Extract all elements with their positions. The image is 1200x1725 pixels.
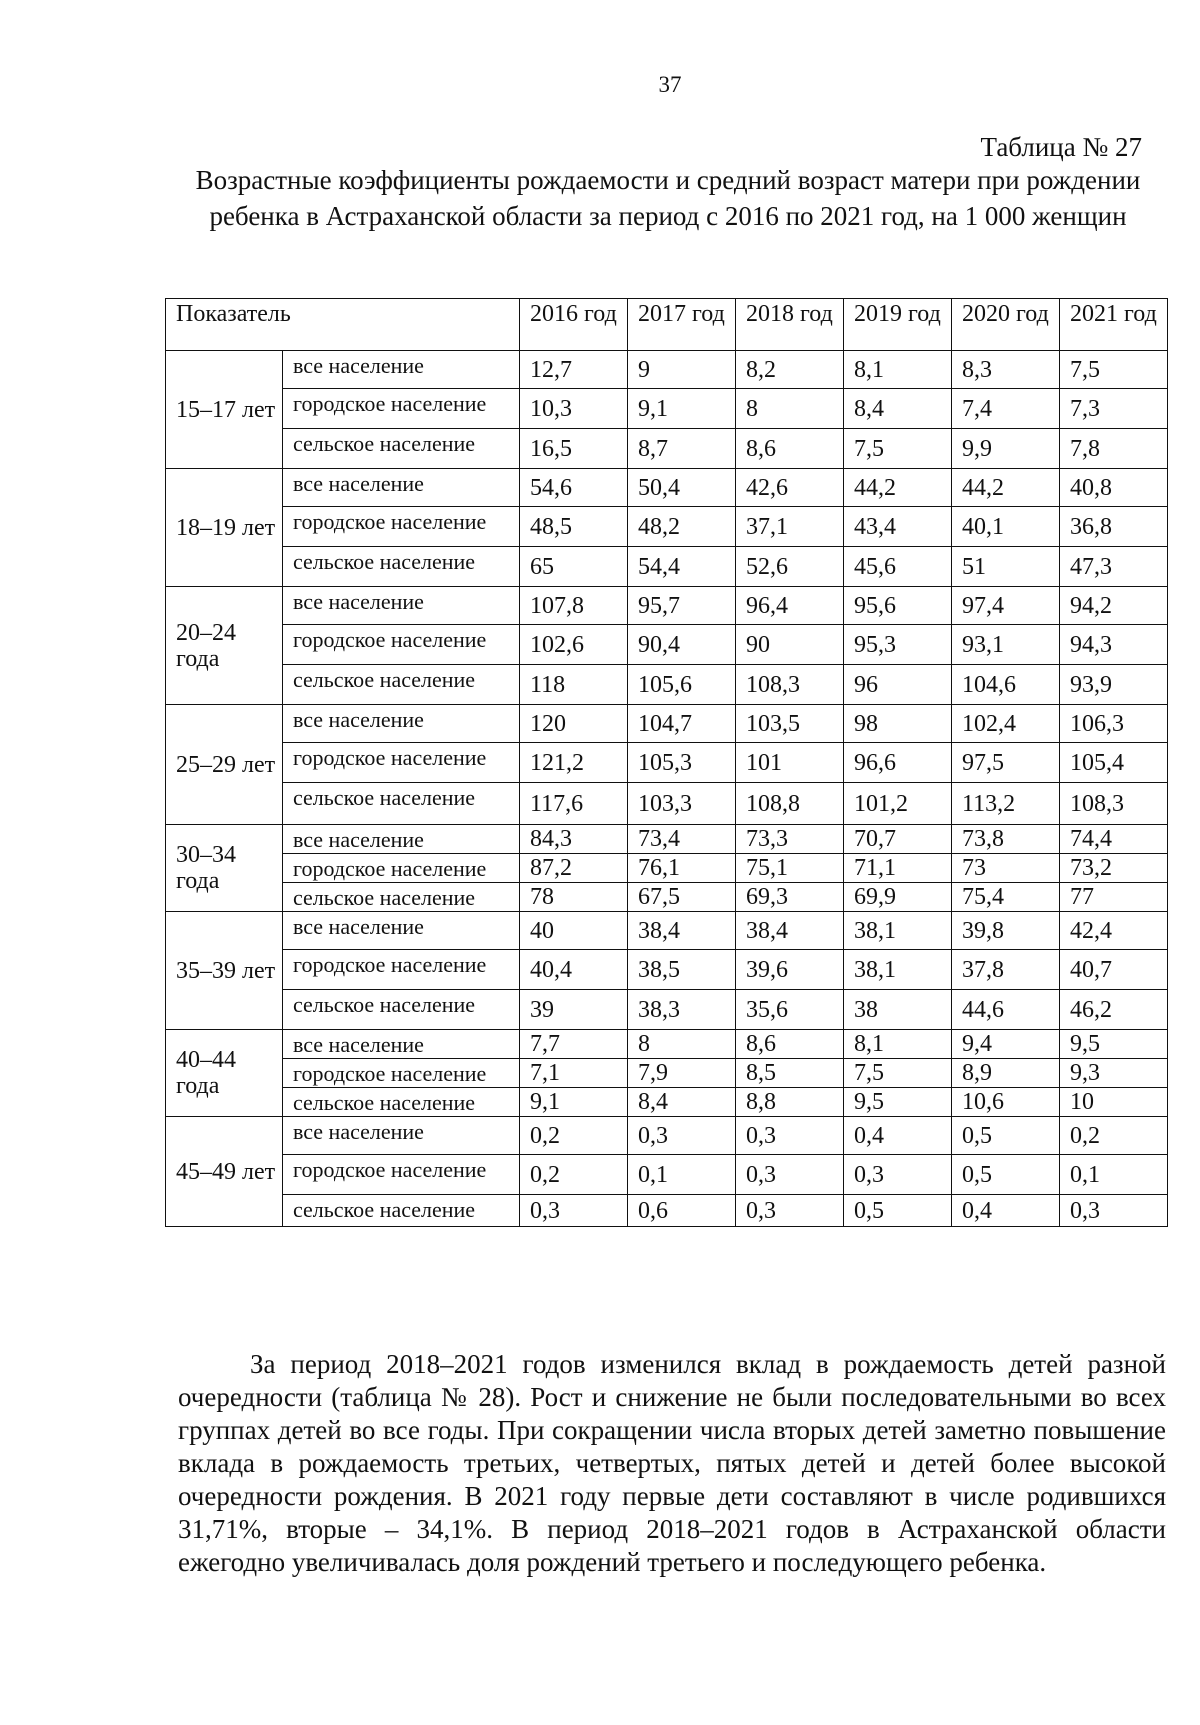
table-row (166, 469, 1168, 507)
value-cell: 70,7 (844, 825, 952, 854)
value-cell: 0,3 (736, 1155, 844, 1195)
value-cell: 84,3 (520, 825, 628, 854)
value-cell: 9,3 (1060, 1059, 1168, 1088)
header-year: 2020 год (952, 299, 1060, 351)
value-cell: 96 (844, 665, 952, 705)
value-cell: 9,5 (1060, 1030, 1168, 1059)
value-cell: 67,5 (628, 883, 736, 912)
value-cell: 52,6 (736, 547, 844, 587)
value-cell: 35,6 (736, 990, 844, 1030)
value-cell: 73,3 (736, 825, 844, 854)
value-cell: 37,1 (736, 507, 844, 547)
header-year: 2021 год (1060, 299, 1168, 351)
header-year: 2018 год (736, 299, 844, 351)
value-cell: 8,7 (628, 429, 736, 469)
age-group-cell: 30–34 года (166, 825, 283, 912)
value-cell: 87,2 (520, 854, 628, 883)
value-cell: 0,3 (844, 1155, 952, 1195)
table-row (166, 783, 1168, 825)
value-cell: 105,4 (1060, 743, 1168, 783)
value-cell: 73,8 (952, 825, 1060, 854)
table-row (166, 1030, 1168, 1059)
value-cell: 38 (844, 990, 952, 1030)
population-cell: сельское население (283, 547, 520, 587)
value-cell: 54,6 (520, 469, 628, 507)
value-cell: 101,2 (844, 783, 952, 825)
value-cell: 95,7 (628, 587, 736, 625)
value-cell: 96,6 (844, 743, 952, 783)
table-row (166, 351, 1168, 389)
value-cell: 7,4 (952, 389, 1060, 429)
value-cell: 54,4 (628, 547, 736, 587)
table-body (166, 351, 1168, 1227)
value-cell: 0,2 (1060, 1117, 1168, 1155)
value-cell: 10,6 (952, 1088, 1060, 1117)
value-cell: 0,6 (628, 1195, 736, 1227)
value-cell: 10 (1060, 1088, 1168, 1117)
table-row (166, 1117, 1168, 1155)
value-cell: 74,4 (1060, 825, 1168, 854)
value-cell: 120 (520, 705, 628, 743)
value-cell: 113,2 (952, 783, 1060, 825)
value-cell: 104,6 (952, 665, 1060, 705)
value-cell: 38,4 (736, 912, 844, 950)
value-cell: 7,5 (1060, 351, 1168, 389)
value-cell: 102,6 (520, 625, 628, 665)
value-cell: 8,6 (736, 1030, 844, 1059)
table-row (166, 587, 1168, 625)
age-group-cell: 25–29 лет (166, 705, 283, 825)
value-cell: 7,1 (520, 1059, 628, 1088)
table-row (166, 912, 1168, 950)
population-cell: сельское население (283, 990, 520, 1030)
value-cell: 8,1 (844, 351, 952, 389)
value-cell: 40,1 (952, 507, 1060, 547)
table-row (166, 990, 1168, 1030)
value-cell: 40,8 (1060, 469, 1168, 507)
table-row (166, 429, 1168, 469)
value-cell: 94,2 (1060, 587, 1168, 625)
header-year: 2019 год (844, 299, 952, 351)
value-cell: 97,4 (952, 587, 1060, 625)
value-cell: 0,5 (952, 1117, 1060, 1155)
value-cell: 95,3 (844, 625, 952, 665)
value-cell: 96,4 (736, 587, 844, 625)
table-row (166, 854, 1168, 883)
value-cell: 78 (520, 883, 628, 912)
population-cell: все население (283, 825, 520, 854)
population-cell: все население (283, 587, 520, 625)
value-cell: 0,3 (736, 1195, 844, 1227)
table-header-row (166, 299, 1168, 351)
value-cell: 43,4 (844, 507, 952, 547)
value-cell: 0,3 (520, 1195, 628, 1227)
value-cell: 8,8 (736, 1088, 844, 1117)
header-year: 2016 год (520, 299, 628, 351)
value-cell: 37,8 (952, 950, 1060, 990)
population-cell: городское население (283, 950, 520, 990)
page-number: 37 (658, 72, 682, 97)
value-cell: 105,6 (628, 665, 736, 705)
value-cell: 9,5 (844, 1088, 952, 1117)
value-cell: 7,8 (1060, 429, 1168, 469)
table-row (166, 1155, 1168, 1195)
value-cell: 108,3 (736, 665, 844, 705)
table-row (166, 665, 1168, 705)
value-cell: 44,2 (844, 469, 952, 507)
population-cell: сельское население (283, 783, 520, 825)
value-cell: 8 (628, 1030, 736, 1059)
population-cell: сельское население (283, 665, 520, 705)
header-indicator: Показатель (166, 299, 520, 351)
value-cell: 102,4 (952, 705, 1060, 743)
value-cell: 8,2 (736, 351, 844, 389)
value-cell: 12,7 (520, 351, 628, 389)
population-cell: городское население (283, 1059, 520, 1088)
value-cell: 103,3 (628, 783, 736, 825)
value-cell: 38,5 (628, 950, 736, 990)
population-cell: городское население (283, 389, 520, 429)
value-cell: 38,3 (628, 990, 736, 1030)
population-cell: все население (283, 705, 520, 743)
table-row (166, 625, 1168, 665)
value-cell: 0,3 (1060, 1195, 1168, 1227)
table-row (166, 1059, 1168, 1088)
value-cell: 7,7 (520, 1030, 628, 1059)
table-label: Таблица № 27 (980, 132, 1142, 162)
value-cell: 8,6 (736, 429, 844, 469)
population-cell: городское население (283, 743, 520, 783)
value-cell: 16,5 (520, 429, 628, 469)
table-row (166, 547, 1168, 587)
value-cell: 0,1 (628, 1155, 736, 1195)
age-group-cell: 20–24 года (166, 587, 283, 705)
value-cell: 90 (736, 625, 844, 665)
population-cell: городское население (283, 507, 520, 547)
value-cell: 45,6 (844, 547, 952, 587)
value-cell: 118 (520, 665, 628, 705)
value-cell: 42,4 (1060, 912, 1168, 950)
value-cell: 48,5 (520, 507, 628, 547)
value-cell: 38,1 (844, 950, 952, 990)
value-cell: 9,1 (520, 1088, 628, 1117)
value-cell: 73 (952, 854, 1060, 883)
age-group-cell: 45–49 лет (166, 1117, 283, 1227)
table-row (166, 743, 1168, 783)
value-cell: 0,5 (844, 1195, 952, 1227)
value-cell: 42,6 (736, 469, 844, 507)
fertility-table (165, 298, 1168, 1227)
value-cell: 0,4 (844, 1117, 952, 1155)
value-cell: 46,2 (1060, 990, 1168, 1030)
value-cell: 0,2 (520, 1117, 628, 1155)
value-cell: 7,9 (628, 1059, 736, 1088)
value-cell: 107,8 (520, 587, 628, 625)
value-cell: 9,9 (952, 429, 1060, 469)
value-cell: 0,1 (1060, 1155, 1168, 1195)
value-cell: 9,1 (628, 389, 736, 429)
value-cell: 71,1 (844, 854, 952, 883)
value-cell: 90,4 (628, 625, 736, 665)
value-cell: 48,2 (628, 507, 736, 547)
value-cell: 95,6 (844, 587, 952, 625)
value-cell: 69,3 (736, 883, 844, 912)
value-cell: 10,3 (520, 389, 628, 429)
value-cell: 36,8 (1060, 507, 1168, 547)
value-cell: 0,3 (628, 1117, 736, 1155)
body-paragraph: За период 2018–2021 годов изменился вклад в рождаемость детей разной очередности (таблица № 28). Рост и снижение не были последовательными во всех группах детей во все годы. При сокращении числа вторых детей заметно повышение вклада в рождаемость третьих, четвертых, пятых детей и детей более высокой очередности рождения. В 2021 году первые дети составляют в числе родившихся 31,71%, вторые – 34,1%. В период 2018–2021 годов в Астраханской области ежегодно увеличивалась доля рождений третьего и последующего ребенка. (178, 1349, 1166, 1577)
value-cell: 73,2 (1060, 854, 1168, 883)
population-cell: все население (283, 351, 520, 389)
value-cell: 103,5 (736, 705, 844, 743)
value-cell: 8,4 (844, 389, 952, 429)
value-cell: 0,4 (952, 1195, 1060, 1227)
header-year: 2017 год (628, 299, 736, 351)
table-row (166, 705, 1168, 743)
value-cell: 39 (520, 990, 628, 1030)
population-cell: городское население (283, 625, 520, 665)
value-cell: 0,3 (736, 1117, 844, 1155)
value-cell: 51 (952, 547, 1060, 587)
value-cell: 8,4 (628, 1088, 736, 1117)
value-cell: 73,4 (628, 825, 736, 854)
age-group-cell: 18–19 лет (166, 469, 283, 587)
value-cell: 38,4 (628, 912, 736, 950)
value-cell: 98 (844, 705, 952, 743)
value-cell: 8,5 (736, 1059, 844, 1088)
value-cell: 40,7 (1060, 950, 1168, 990)
age-group-cell: 35–39 лет (166, 912, 283, 1030)
table-row (166, 1088, 1168, 1117)
value-cell: 75,4 (952, 883, 1060, 912)
table-caption: Возрастные коэффициенты рождаемости и средний возраст матери при рождении ребенка в Астраханской области за период с 2016 по 2021 год, на 1 000 женщин (195, 165, 1141, 231)
value-cell: 44,2 (952, 469, 1060, 507)
value-cell: 7,5 (844, 1059, 952, 1088)
value-cell: 7,5 (844, 429, 952, 469)
value-cell: 9,4 (952, 1030, 1060, 1059)
value-cell: 8,3 (952, 351, 1060, 389)
value-cell: 39,8 (952, 912, 1060, 950)
value-cell: 38,1 (844, 912, 952, 950)
value-cell: 101 (736, 743, 844, 783)
population-cell: все население (283, 1030, 520, 1059)
value-cell: 9 (628, 351, 736, 389)
age-group-cell: 40–44 года (166, 1030, 283, 1117)
value-cell: 40 (520, 912, 628, 950)
value-cell: 93,1 (952, 625, 1060, 665)
table-row (166, 1195, 1168, 1227)
value-cell: 0,2 (520, 1155, 628, 1195)
value-cell: 108,8 (736, 783, 844, 825)
population-cell: сельское население (283, 429, 520, 469)
table-row (166, 950, 1168, 990)
population-cell: сельское население (283, 883, 520, 912)
value-cell: 7,3 (1060, 389, 1168, 429)
value-cell: 8 (736, 389, 844, 429)
value-cell: 0,5 (952, 1155, 1060, 1195)
table-row (166, 883, 1168, 912)
age-group-cell: 15–17 лет (166, 351, 283, 469)
value-cell: 75,1 (736, 854, 844, 883)
value-cell: 50,4 (628, 469, 736, 507)
table-row (166, 389, 1168, 429)
value-cell: 94,3 (1060, 625, 1168, 665)
value-cell: 65 (520, 547, 628, 587)
value-cell: 106,3 (1060, 705, 1168, 743)
table-row (166, 825, 1168, 854)
value-cell: 121,2 (520, 743, 628, 783)
value-cell: 47,3 (1060, 547, 1168, 587)
value-cell: 93,9 (1060, 665, 1168, 705)
value-cell: 8,9 (952, 1059, 1060, 1088)
value-cell: 97,5 (952, 743, 1060, 783)
value-cell: 105,3 (628, 743, 736, 783)
population-cell: городское население (283, 1155, 520, 1195)
population-cell: все население (283, 469, 520, 507)
value-cell: 40,4 (520, 950, 628, 990)
population-cell: все население (283, 1117, 520, 1155)
value-cell: 39,6 (736, 950, 844, 990)
population-cell: сельское население (283, 1088, 520, 1117)
population-cell: городское население (283, 854, 520, 883)
value-cell: 76,1 (628, 854, 736, 883)
population-cell: все население (283, 912, 520, 950)
value-cell: 8,1 (844, 1030, 952, 1059)
value-cell: 69,9 (844, 883, 952, 912)
value-cell: 104,7 (628, 705, 736, 743)
table-row (166, 507, 1168, 547)
population-cell: сельское население (283, 1195, 520, 1227)
value-cell: 117,6 (520, 783, 628, 825)
value-cell: 44,6 (952, 990, 1060, 1030)
value-cell: 108,3 (1060, 783, 1168, 825)
value-cell: 77 (1060, 883, 1168, 912)
